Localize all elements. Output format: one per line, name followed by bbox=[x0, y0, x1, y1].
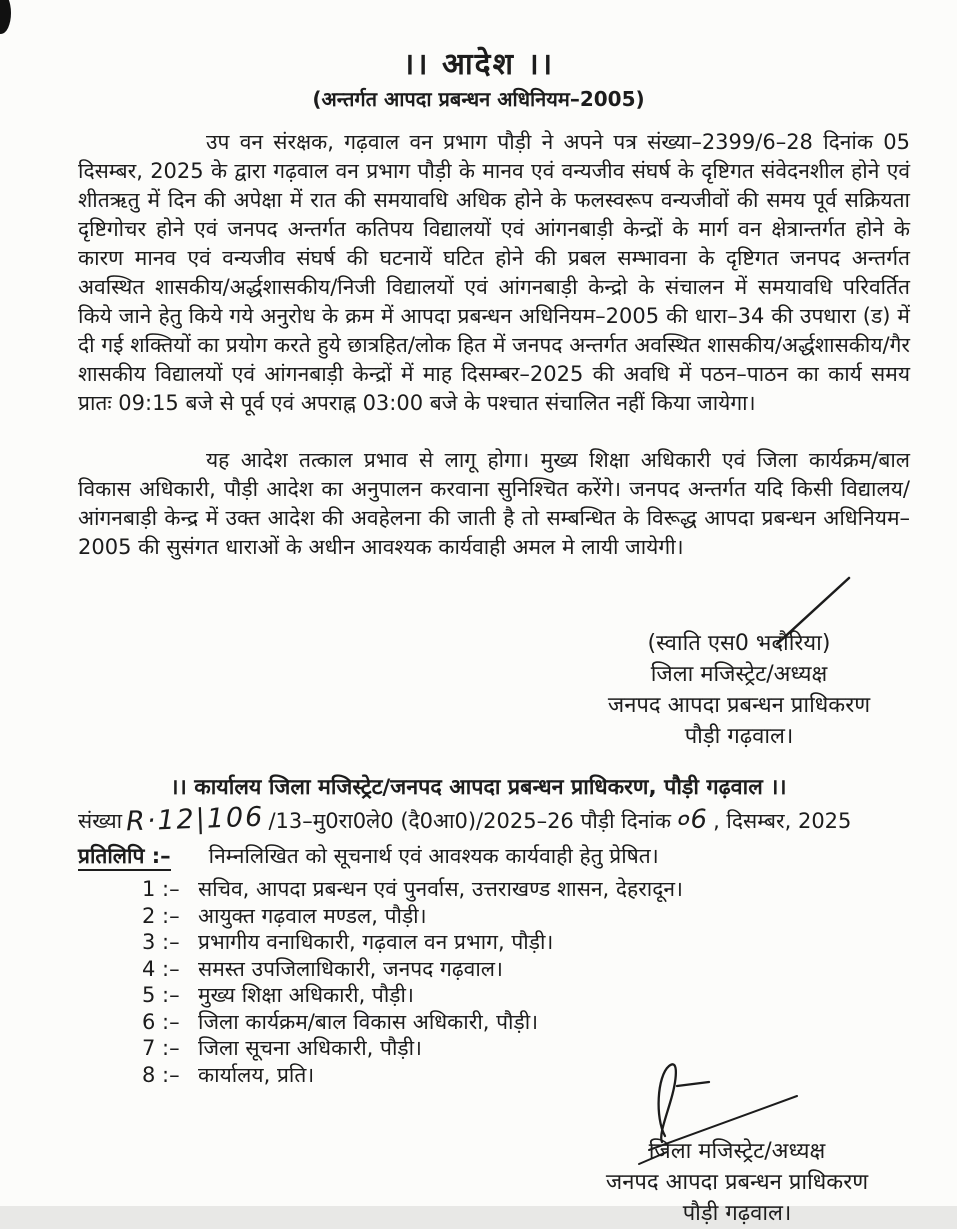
signatory-place: पौड़ी गढ़वाल। bbox=[684, 724, 794, 749]
signature-stroke-icon bbox=[699, 576, 859, 646]
order-paragraph-1: उप वन संरक्षक, गढ़वाल वन प्रभाग पौड़ी ने अपने पत्र संख्या–2399/6–28 दिनांक 05 दिसम्बर, 2025 के द्वारा गढ़वाल वन प्रभाग पौड़ी के मानव एवं वन्यजीव संघर्ष के दृष्टिगत संवेदनशील होने एवं शीतऋतु में दिन की अपेक्षा में रात की समयावधि अधिक होने के फलस्वरूप वन्यजीवों की समय पूर्व सक्रियता दृष्टिगोचर होने एवं जनपद अन्तर्गत कतिपय विद्यालयों एवं आंगनबाड़ी केन्द्रों के मार्ग वन क्षेत्रान्तर्गत होने के कारण मानव एवं वन्यजीव संघर्ष की घटनायें घटित होने की प्रबल सम्भावना के दृष्टिगत जनपद अन्तर्गत अवस्थित शासकीय/अर्द्धशासकीय/निजी विद्यालयों एवं आंगनबाड़ी केन्द्रो के संचालन में समयावधि परिवर्तित किये जाने हेतु किये गये अनुरोध के क्रम में आपदा प्रबन्धन अधिनियम–2005 की धारा–34 की उपधारा (ड) में दी गई शक्तियों का प्रयोग करते हुये छात्रहित/लोक हित में जनपद अन्तर्गत अवस्थित शासकीय/अर्द्धशासकीय/गैर शासकीय विद्यालयों एवं आंगनबाड़ी केन्द्रों में माह दिसम्बर–2025 की अवधि में पठन–पाठन का कार्य समय प्रातः 09:15 बजे से पूर्व एवं अपराह्न 03:00 बजे के पश्चात संचालित नहीं किया जायेगा। bbox=[78, 130, 910, 415]
list-item-text: कार्यालय, प्रति। bbox=[198, 1062, 315, 1087]
document-subtitle: (अन्तर्गत आपदा प्रबन्धन अधिनियम–2005) bbox=[312, 87, 645, 111]
document-title: ।। आदेश ।। bbox=[402, 47, 555, 82]
document-header bbox=[0, 0, 957, 112]
handwritten-register-number: R·12|106 bbox=[125, 801, 265, 838]
copy-label: प्रतिलिपि :– bbox=[78, 844, 171, 871]
order-paragraph-2: यह आदेश तत्काल प्रभाव से लागू होगा। मुख्य शिक्षा अधिकारी एवं जिला कार्यक्रम/बाल विकास अधिकारी, पौड़ी आदेश का अनुपालन करवाना सुनिश्चित करेंगे। जनपद अन्तर्गत यदि किसी विद्यालय/आंगनबाड़ी केन्द्र में उक्त आदेश की अवहेलना की जाती है तो सम्बन्धित के विरूद्ध आपदा प्रबन्धन अधिनियम–2005 की सुसंगत धाराओं के अधीन आवश्यक कार्यवाही अमल मे लायी जायेगी। bbox=[78, 448, 910, 559]
signatory-designation: जिला मजिस्ट्रेट/अध्यक्ष bbox=[648, 1139, 826, 1164]
list-item-number: 6 :– bbox=[142, 1009, 180, 1034]
list-item-text: मुख्य शिक्षा अधिकारी, पौड़ी। bbox=[198, 983, 414, 1007]
list-item-text: सचिव, आपदा प्रबन्धन एवं पुनर्वास, उत्तराखण्ड शासन, देहरादून। bbox=[198, 877, 683, 901]
signature-block-top bbox=[569, 628, 909, 752]
date-rest: , दिसम्बर, 2025 bbox=[713, 809, 852, 833]
signatory-authority: जनपद आपदा प्रबन्धन प्राधिकरण bbox=[605, 1170, 869, 1195]
list-item-number: 3 :– bbox=[142, 930, 180, 954]
signatory-designation: जिला मजिस्ट्रेट/अध्यक्ष bbox=[650, 662, 828, 687]
list-item-number: 1 :– bbox=[142, 877, 180, 901]
number-rest: /13–मु0रा0ले0 (दै0आ0)/2025–26 पौड़ी दिनांक bbox=[268, 809, 671, 833]
copy-intro-text: निम्नलिखित को सूचनार्थ एवं आवश्यक कार्यवाही हेतु प्रेषित। bbox=[208, 844, 659, 868]
list-item-number: 5 :– bbox=[142, 983, 180, 1007]
list-item-number: 2 :– bbox=[142, 903, 180, 928]
signature-block-bottom bbox=[557, 1136, 917, 1229]
list-item-number: 8 :– bbox=[142, 1062, 180, 1087]
list-item-number: 7 :– bbox=[142, 1036, 180, 1060]
list-item bbox=[142, 982, 917, 1009]
list-item-text: जिला कार्यक्रम/बाल विकास अधिकारी, पौड़ी। bbox=[198, 1009, 539, 1034]
office-header: ।। कार्यालय जिला मजिस्ट्रेट/जनपद आपदा प्रबन्धन प्राधिकरण, पौड़ी गढ़वाल ।। bbox=[170, 775, 787, 800]
signatory-place: पौड़ी गढ़वाल। bbox=[682, 1201, 792, 1226]
copy-intro-line bbox=[78, 842, 917, 870]
list-item-number: 4 :– bbox=[142, 956, 180, 981]
list-item bbox=[142, 929, 917, 956]
signatory-authority: जनपद आपदा प्रबन्धन प्राधिकरण bbox=[607, 693, 871, 718]
list-item bbox=[142, 1009, 917, 1036]
signatory-name: (स्वाति एस0 भदौरिया) bbox=[647, 631, 831, 656]
list-item bbox=[142, 956, 917, 983]
list-item-text: समस्त उपजिलाधिकारी, जनपद गढ़वाल। bbox=[198, 956, 503, 981]
handwritten-signature-icon bbox=[637, 1058, 887, 1168]
list-item-text: प्रभागीय वनाधिकारी, गढ़वाल वन प्रभाग, पौड़ी। bbox=[198, 930, 554, 954]
number-label: संख्या bbox=[78, 809, 123, 833]
copy-recipients-list bbox=[142, 876, 917, 1088]
list-item bbox=[142, 876, 917, 903]
list-item-text: जिला सूचना अधिकारी, पौड़ी। bbox=[198, 1036, 423, 1060]
handwritten-date: ०6 bbox=[674, 804, 710, 836]
list-item bbox=[142, 903, 917, 930]
list-item-text: आयुक्त गढ़वाल मण्डल, पौड़ी। bbox=[198, 903, 427, 928]
reference-number-line bbox=[78, 801, 917, 838]
